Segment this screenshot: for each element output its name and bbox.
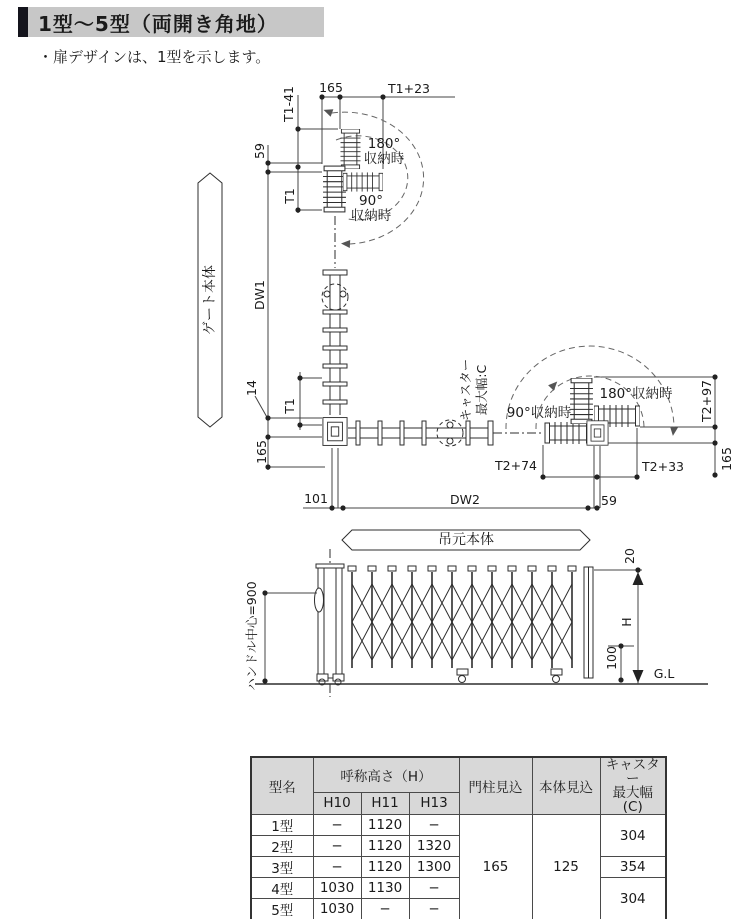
post-depth-value: 165 [459, 815, 532, 919]
spec-table [250, 756, 667, 919]
dim-dw1: DW1 [252, 280, 267, 310]
model-name: 3型 [251, 857, 313, 878]
banners [198, 173, 590, 550]
col-header-h10: H10 [313, 792, 361, 814]
dim-20: 20 [622, 548, 637, 564]
table-row: 4型 1030 1130 − 304 [251, 878, 666, 899]
model-name: 2型 [251, 836, 313, 857]
table-row: 2型 − 1120 1320 [251, 836, 666, 857]
col-header-h11: H11 [361, 792, 409, 814]
dim-dw2: DW2 [450, 492, 480, 507]
label-stored-180-right: 180°収納時 [599, 386, 673, 402]
dim-100: 100 [604, 646, 619, 670]
label-stored-90-right: 90°収納時 [506, 405, 572, 421]
model-name: 1型 [251, 815, 313, 836]
label-gate-body: ゲート本体 [202, 265, 218, 335]
caster-width-value: 304 [600, 878, 666, 919]
col-header-height: 呼称高さ（H） [313, 757, 459, 792]
col-header-model: 型名 [251, 757, 313, 815]
label-stored-90-top-deg: 90° [359, 193, 383, 209]
label-stored-180-top-deg: 180° [367, 136, 401, 152]
dim-t2-plus-33: T2+33 [642, 459, 684, 474]
dim-14: 14 [244, 380, 259, 396]
col-header-body-depth: 本体見込 [532, 757, 600, 815]
dim-h: H [619, 617, 634, 627]
label-stored-90-top-text: 収納時 [350, 208, 392, 224]
body-depth-value: 125 [532, 815, 600, 919]
table-row: 5型 1030 − − [251, 899, 666, 919]
dim-59-left: 59 [252, 143, 267, 159]
dim-t1-upper: T1 [282, 188, 297, 204]
label-stored-180-top-text: 収納時 [363, 151, 405, 167]
dim-t1-lower: T1 [282, 398, 297, 414]
label-handle-center: ハンドル中心=900 [244, 581, 259, 691]
dim-t1-minus-41: T1-41 [281, 85, 296, 123]
dim-59-bottom: 59 [601, 493, 617, 508]
dim-t1-plus-23: T1+23 [388, 81, 430, 96]
plan-bottom-gate [348, 378, 640, 446]
plan-left-gate [322, 129, 383, 445]
dim-165-left: 165 [254, 440, 269, 464]
caster-width-value: 354 [600, 857, 666, 878]
label-ground-level: G.L [653, 666, 675, 681]
caster-width-value: 304 [600, 815, 666, 857]
dim-165-top: 165 [319, 80, 343, 95]
table-row: 3型 − 1120 1300 354 [251, 857, 666, 878]
model-name: 5型 [251, 899, 313, 919]
label-caster-max-width: キャスター 最大幅:C [458, 358, 489, 422]
page-title: 1型～5型（両開き角地） [38, 11, 278, 36]
col-header-caster-width: キャスター 最大幅 (C) [600, 757, 666, 815]
design-note: ・扉デザインは、1型を示します。 [38, 48, 271, 66]
dim-101: 101 [304, 491, 328, 506]
col-header-post-depth: 門柱見込 [459, 757, 532, 815]
plan-dimension-lines [252, 95, 715, 508]
label-hanging-body: 吊元本体 [438, 532, 494, 548]
model-name: 4型 [251, 878, 313, 899]
table-row: 1型 − 1120 − 165 125 304 [251, 815, 666, 836]
dim-165-right: 165 [719, 447, 734, 471]
dim-t2-plus-74: T2+74 [495, 458, 537, 473]
col-header-h13: H13 [409, 792, 459, 814]
dim-t2-plus-97: T2+97 [699, 380, 714, 422]
